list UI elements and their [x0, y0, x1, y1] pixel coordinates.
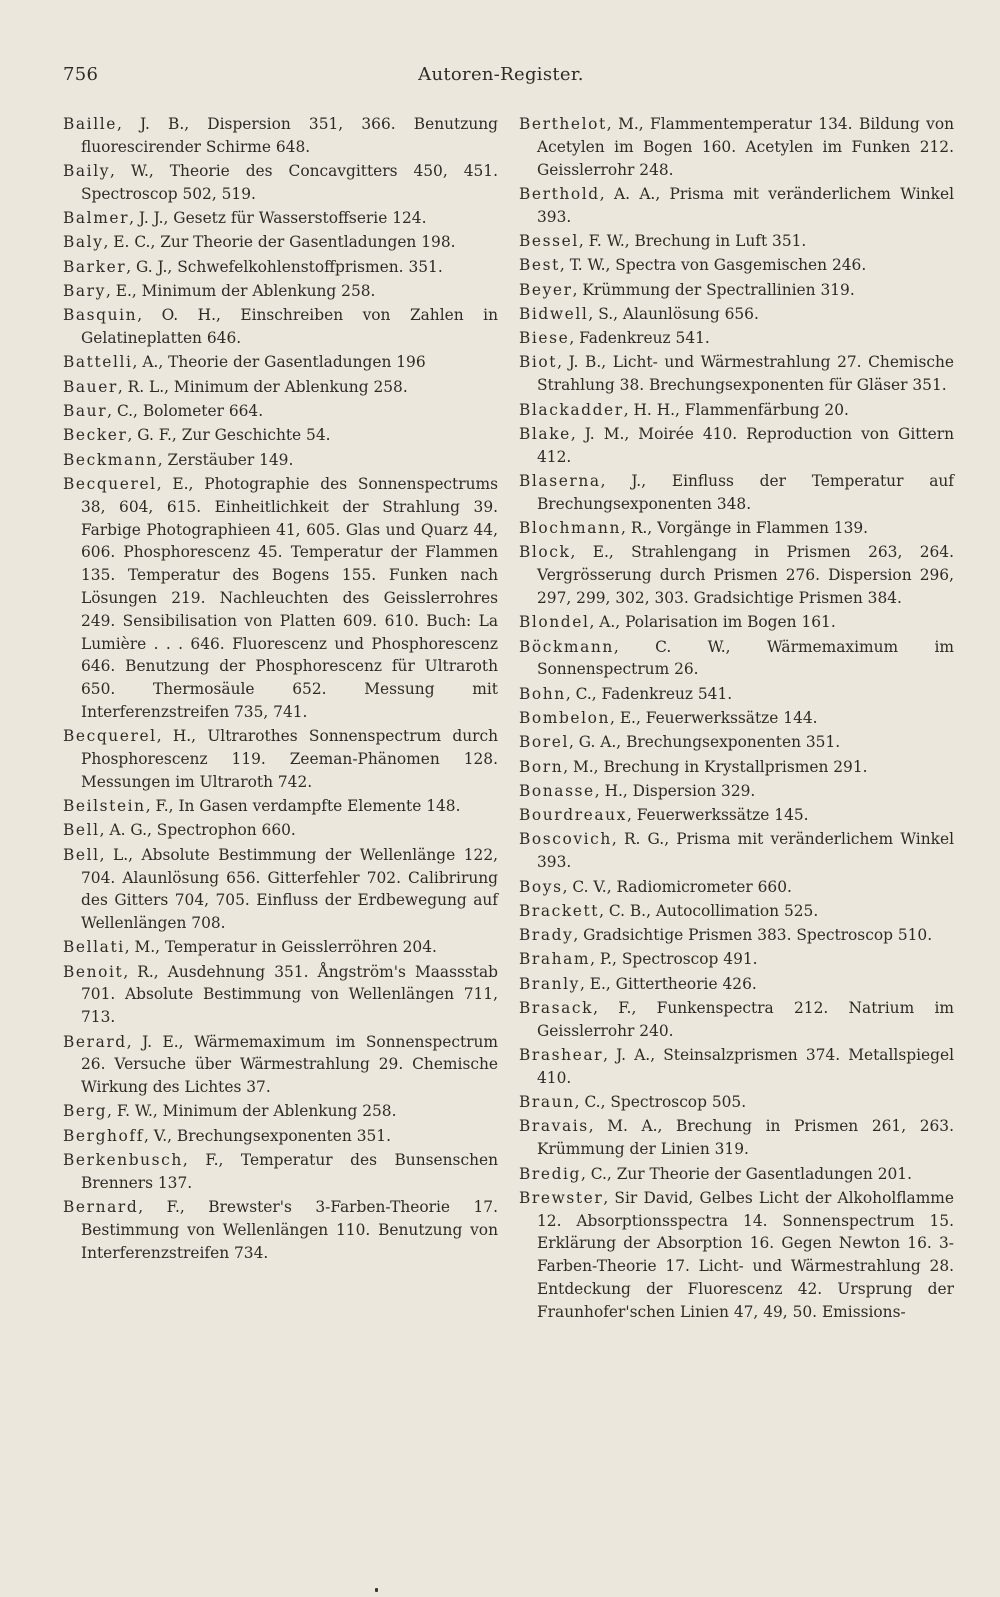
entry-text: , R., Ausdehnung 351. Ångström's Maassstab 701. Absolute Bestimmung von Wellenlängen 711, 713.: [81, 962, 498, 1027]
entry-text: , H., Dispersion 329.: [594, 781, 756, 800]
entry-text: , C. V., Radiomicrometer 660.: [562, 877, 792, 896]
index-entry: [63, 376, 498, 399]
entry-text: , P., Spectroscop 491.: [590, 950, 758, 969]
author-name: Becquerel: [63, 474, 157, 493]
index-entry: [519, 327, 954, 350]
author-name: Brashear: [519, 1046, 604, 1065]
author-name: Bidwell: [519, 304, 589, 323]
author-name: Biese: [519, 329, 570, 348]
author-name: Bourdreaux: [519, 806, 627, 825]
author-name: Blondel: [519, 613, 590, 632]
index-entry: [63, 961, 498, 1029]
author-name: Berkenbusch: [63, 1151, 183, 1170]
index-entry: [519, 1044, 954, 1090]
entry-text: , Krümmung der Spectrallinien 319.: [572, 280, 855, 299]
author-name: Bohn: [519, 684, 566, 703]
entry-text: , G. A., Brechungsexponenten 351.: [568, 733, 841, 752]
index-entry: [63, 449, 498, 472]
entry-text: , C. W., Wärmemaximum im Sonnenspectrum 26.: [537, 637, 954, 679]
index-entry: [63, 256, 498, 279]
entry-text: , M., Temperatur in Geisslerröhren 204.: [124, 938, 437, 957]
author-name: Bernard: [63, 1198, 139, 1217]
entry-text: , C., Bolometer 664.: [107, 402, 264, 421]
index-entry: [519, 423, 954, 469]
author-name: Bell: [63, 821, 100, 840]
index-entry: [519, 924, 954, 947]
author-name: Bombelon: [519, 708, 611, 727]
entry-text: , L., Absolute Bestimmung der Wellenlänge 122, 704. Alaunlösung 656. Gitterfehler 702. Calibrirung des Gitters 704, 705. Einfluss der Erdbewegung auf Wellenlängen 708.: [81, 845, 498, 933]
index-entry: [63, 231, 498, 254]
author-name: Baly: [63, 233, 104, 252]
index-entry: [63, 207, 498, 230]
index-entry: [519, 707, 954, 730]
author-name: Baur: [63, 402, 108, 421]
index-entry: [63, 1031, 498, 1099]
index-entry: [519, 876, 954, 899]
author-name: Brady: [519, 926, 574, 945]
author-name: Boscovich: [519, 830, 612, 849]
index-entry: [519, 973, 954, 996]
entry-text: , J. B., Licht- und Wärmestrahlung 27. Chemische Strahlung 38. Brechungsexponenten für Gläser 351.: [537, 353, 954, 395]
author-name: Block: [519, 543, 571, 562]
running-head: [63, 64, 939, 88]
author-name: Berthold: [519, 184, 600, 203]
entry-text: , J. A., Steinsalzprismen 374. Metallspiegel 410.: [537, 1046, 954, 1087]
author-name: Bary: [63, 282, 106, 301]
index-entry: [519, 1187, 954, 1324]
entry-text: , E. C., Zur Theorie der Gasentladungen 198.: [103, 233, 456, 252]
entry-text: , W., Theorie des Concavgitters 450, 451. Spectroscop 502, 519.: [81, 162, 498, 203]
author-name: Biot: [519, 353, 558, 372]
entry-text: , A. A., Prisma mit veränderlichem Winkel 393.: [537, 184, 954, 226]
author-name: Barker: [63, 257, 127, 276]
entry-text: , F., Funkenspectra 212. Natrium im Geisslerrohr 240.: [537, 998, 954, 1040]
author-name: Brasack: [519, 998, 594, 1017]
entry-text: , Sir David, Gelbes Licht der Alkoholflamme 12. Absorptionsspectra 14. Sonnenspectrum 15. Erklärung der Absorption 16. Gegen Newton 16. 3-Farben-Theorie 17. Licht- und Wärmestrahlung 28. Entdeckung der Fluorescenz 42. Ursprung der Fraunhofer'schen Linien 47, 49, 50. Emissions-: [537, 1188, 954, 1321]
author-name: Braun: [519, 1093, 575, 1112]
entry-text: , F. W., Minimum der Ablenkung 258.: [107, 1102, 397, 1121]
entry-text: , A., Theorie der Gasentladungen 196: [132, 353, 426, 372]
index-entry: [63, 795, 498, 818]
entry-text: , A., Polarisation im Bogen 161.: [589, 613, 836, 632]
entry-text: , J., Einfluss der Temperatur auf Brechungsexponenten 348.: [537, 471, 954, 513]
entry-text: , E., Strahlengang in Prismen 263, 264. Vergrösserung durch Prismen 276. Dispersion 296, 297, 299, 302, 303. Gradsichtige Prismen 384.: [537, 543, 954, 607]
index-entry: [519, 731, 954, 754]
index-entry: [519, 1115, 954, 1161]
entry-text: , Feuerwerkssätze 145.: [626, 806, 809, 825]
index-entry: [519, 254, 954, 277]
author-name: Battelli: [63, 353, 133, 372]
index-entry: [519, 804, 954, 827]
index-entry: [63, 1125, 498, 1148]
author-name: Beckmann: [63, 450, 158, 469]
index-entry: [519, 1163, 954, 1186]
author-name: Beyer: [519, 280, 573, 299]
index-entry: [519, 997, 954, 1043]
index-entry: [63, 304, 498, 350]
author-name: Berghoff: [63, 1126, 144, 1145]
right-column: [519, 113, 954, 1325]
index-entry: [519, 611, 954, 634]
entry-text: , J. J., Gesetz für Wasserstoffserie 124.: [129, 209, 427, 228]
index-entry: [519, 279, 954, 302]
entry-text: , A. G., Spectrophon 660.: [99, 821, 296, 840]
index-entry: [63, 1100, 498, 1123]
author-name: Blochmann: [519, 519, 622, 538]
index-entry: [63, 819, 498, 842]
index-entry: [519, 303, 954, 326]
index-entry: [63, 280, 498, 303]
index-entry: [63, 351, 498, 374]
index-entry: [63, 424, 498, 447]
author-name: Brewster: [519, 1188, 604, 1207]
index-entry: [519, 1091, 954, 1114]
author-name: Benoit: [63, 962, 124, 981]
author-name: Becker: [63, 426, 128, 445]
index-entry: [63, 160, 498, 206]
author-name: Best: [519, 256, 560, 275]
author-name: Bell: [63, 845, 100, 864]
author-name: Branly: [519, 974, 580, 993]
entry-text: , J. B., Dispersion 351, 366. Benutzung fluorescirender Schirme 648.: [81, 115, 498, 156]
entry-text: , E., Gittertheorie 426.: [579, 974, 757, 993]
author-name: Boys: [519, 877, 563, 896]
entry-text: , F., In Gasen verdampfte Elemente 148.: [145, 797, 461, 816]
entry-text: , M. A., Brechung in Prismen 261, 263. Krümmung der Linien 319.: [537, 1117, 954, 1159]
index-entry: [519, 683, 954, 706]
entry-text: , J. E., Wärmemaximum im Sonnenspectrum 26. Versuche über Wärmestrahlung 29. Chemische Wirkung des Lichtes 37.: [81, 1032, 498, 1097]
entry-text: , E., Feuerwerkssätze 144.: [610, 708, 818, 727]
ink-speck: [375, 1588, 378, 1592]
author-name: Berard: [63, 1032, 127, 1051]
index-entry: [519, 183, 954, 229]
index-entry: [63, 936, 498, 959]
index-entry: [519, 541, 954, 609]
author-name: Brackett: [519, 901, 600, 920]
entry-text: , Gradsichtige Prismen 383. Spectroscop 510.: [573, 926, 933, 945]
author-name: Beilstein: [63, 797, 146, 816]
entry-text: , C., Spectroscop 505.: [574, 1093, 747, 1112]
index-entry: [519, 230, 954, 253]
author-name: Bauer: [63, 377, 118, 396]
index-entry: [63, 1149, 498, 1195]
entry-text: , C., Zur Theorie der Gasentladungen 201.: [581, 1164, 912, 1183]
author-name: Basquin: [63, 306, 138, 325]
author-name: Bravais: [519, 1117, 589, 1136]
entry-text: , H., Ultrarothes Sonnenspectrum durch Phosphorescenz 119. Zeeman-Phänomen 128. Messungen im Ultraroth 742.: [81, 727, 498, 791]
entry-text: , E., Photographie des Sonnenspectrums 38, 604, 615. Einheitlichkeit der Strahlung 39. Farbige Photographieen 41, 605. Glas und Quarz 44, 606. Phosphorescenz 45. Temperatur der Flammen 135. Temperatur des Bogens 155. Funken nach Lösungen 219. Nachleuchten des Geisslerrohres 249. Sensibilisation von Platten 609. 610. Buch: La Lumière . . . 646. Fluorescenz und Phosphorescenz 646. Benutzung der Phosphorescenz für Ultraroth 650. Thermosäule 652. Messung mit Interferenzstreifen 735, 741.: [81, 474, 498, 721]
author-name: Bonasse: [519, 781, 595, 800]
index-entry: [519, 351, 954, 397]
entry-text: , C., Fadenkreuz 541.: [565, 684, 733, 703]
author-name: Borel: [519, 733, 569, 752]
entry-text: , G. J., Schwefelkohlenstoffprismen. 351.: [126, 257, 443, 276]
author-name: Blake: [519, 424, 571, 443]
author-name: Baille: [63, 115, 117, 133]
entry-text: , H. H., Flammenfärbung 20.: [623, 400, 849, 419]
index-entry: [63, 473, 498, 724]
entry-text: , R., Vorgänge in Flammen 139.: [621, 519, 869, 538]
author-name: Berthelot: [519, 115, 607, 133]
entry-text: , R. L., Minimum der Ablenkung 258.: [117, 377, 408, 396]
index-entry: [519, 828, 954, 874]
index-entry: [63, 1196, 498, 1264]
index-entry: [63, 844, 498, 935]
entry-text: , F. W., Brechung in Luft 351.: [578, 231, 807, 250]
index-entry: [519, 399, 954, 422]
entry-text: , F., Brewster's 3-Farben-Theorie 17. Bestimmung von Wellenlängen 110. Benutzung von Interferenzstreifen 734.: [81, 1198, 498, 1262]
index-entry: [519, 780, 954, 803]
running-title: Autoren-Register.: [418, 64, 584, 85]
author-name: Becquerel: [63, 727, 157, 746]
entry-text: , G. F., Zur Geschichte 54.: [127, 426, 331, 445]
entry-text: , V., Brechungsexponenten 351.: [144, 1126, 391, 1145]
index-entry: [519, 948, 954, 971]
index-entry: [519, 636, 954, 682]
author-name: Berg: [63, 1102, 108, 1121]
author-name: Braham: [519, 950, 591, 969]
entry-text: , S., Alaunlösung 656.: [588, 304, 759, 323]
author-name: Bellati: [63, 938, 125, 957]
index-entry: [519, 113, 954, 181]
entry-text: , M., Flammentemperatur 134. Bildung von Acetylen im Bogen 160. Acetylen im Funken 212. Geisslerrohr 248.: [537, 115, 954, 179]
index-entry: [63, 113, 498, 159]
entry-text: , C. B., Autocollimation 525.: [599, 901, 819, 920]
author-name: Bredig: [519, 1164, 582, 1183]
entry-text: , O. H., Einschreiben von Zahlen in Gelatineplatten 646.: [81, 306, 498, 348]
entry-text: , E., Minimum der Ablenkung 258.: [105, 282, 376, 301]
entry-text: , J. M., Moirée 410. Reproduction von Gittern 412.: [537, 424, 954, 466]
entry-text: , M., Brechung in Krystallprismen 291.: [563, 757, 868, 776]
entry-text: , Fadenkreuz 541.: [569, 329, 710, 348]
entry-text: , F., Temperatur des Bunsenschen Brenners 137.: [81, 1151, 498, 1192]
index-entry: [63, 400, 498, 423]
index-entry: [519, 756, 954, 779]
author-name: Born: [519, 757, 564, 776]
author-name: Böckmann: [519, 637, 614, 656]
index-entry: [63, 725, 498, 793]
index-entry: [519, 470, 954, 516]
author-name: Blackadder: [519, 400, 624, 419]
left-column: [63, 113, 498, 1266]
author-name: Blaserna: [519, 471, 601, 490]
entry-text: , T. W., Spectra von Gasgemischen 246.: [559, 256, 867, 275]
page-number: 756: [63, 64, 99, 85]
author-name: Bessel: [519, 231, 579, 250]
index-entry: [519, 900, 954, 923]
author-name: Balmer: [63, 209, 130, 228]
author-name: Baily: [63, 162, 111, 181]
entry-text: , R. G., Prisma mit veränderlichem Winkel 393.: [537, 830, 954, 872]
entry-text: , Zerstäuber 149.: [157, 450, 294, 469]
index-entry: [519, 517, 954, 540]
